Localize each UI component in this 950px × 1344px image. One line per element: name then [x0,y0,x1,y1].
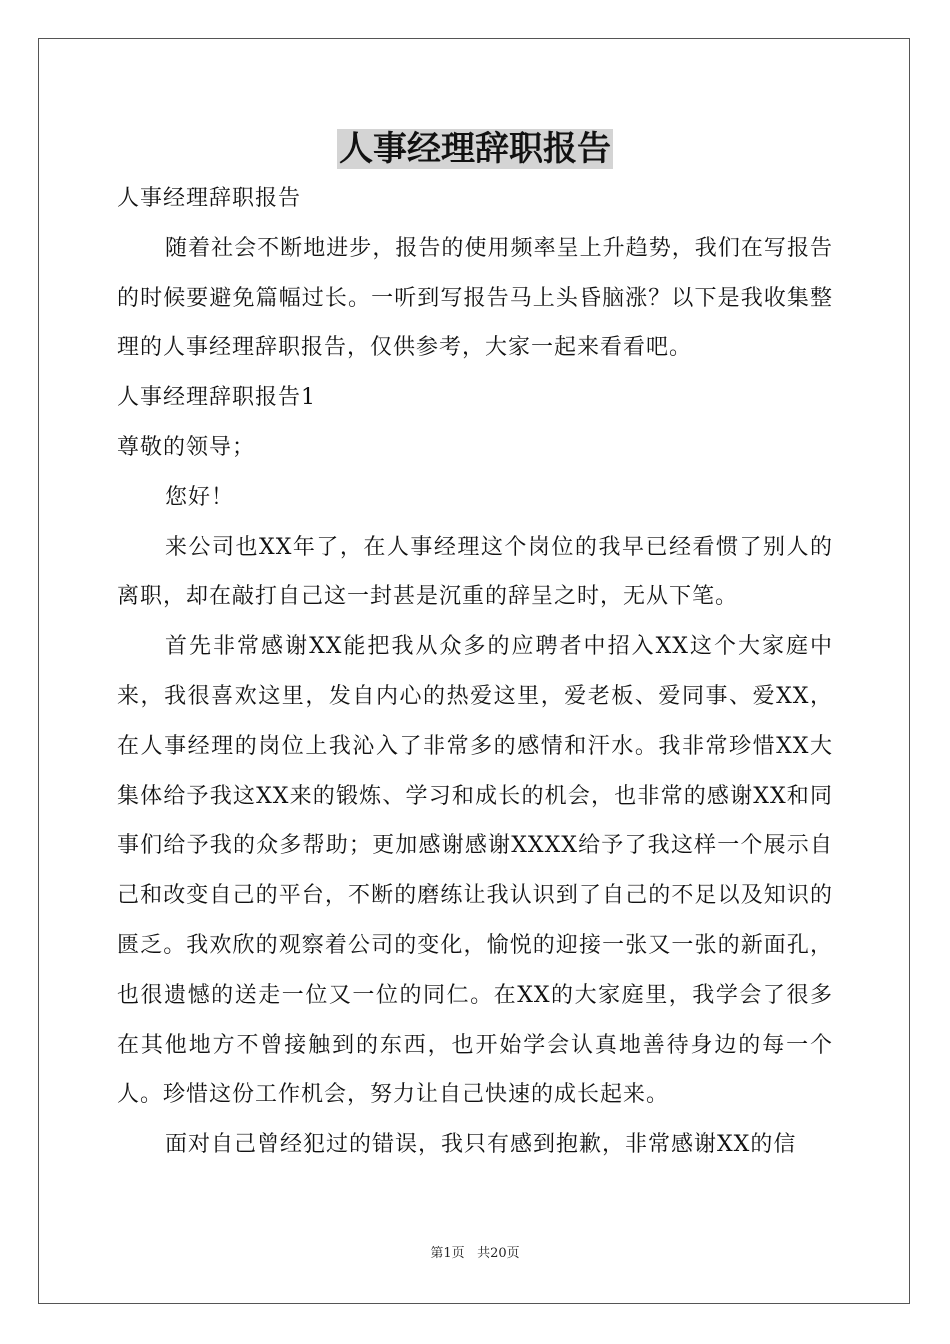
document-title [0,126,950,172]
paragraph-greeting: 您好！ [165,484,235,510]
paragraph-body-1: 来公司也XX年了，在人事经理这个岗位的我早已经看惯了别人的离职，却在敲打自己这一封甚是沉重的辞呈之时，无从下笔。 [117,534,833,610]
page-number: 第1页 [430,1246,465,1261]
paragraph-body-3: 面对自己曾经犯过的错误，我只有感到抱歉，非常感谢XX的信 [165,1132,797,1158]
page-total: 共20页 [477,1246,520,1261]
document-title-text: 人事经理辞职报告 [339,129,611,169]
paragraph-salutation: 尊敬的领导； [117,434,256,460]
paragraph-subtitle: 人事经理辞职报告 [117,186,302,211]
page-footer [0,1244,950,1264]
paragraph-section-heading: 人事经理辞职报告1 [117,385,316,411]
paragraph-intro: 随着社会不断地进步，报告的使用频率呈上升趋势，我们在写报告的时候要避免篇幅过长。一听到写报告马上头昏脑涨？以下是我收集整理的人事经理辞职报告，仅供参考，大家一起来看看吧。 [117,235,833,361]
document-body [117,174,833,1170]
paragraph-body-2: 首先非常感谢XX能把我从众多的应聘者中招入XX这个大家庭中来，我很喜欢这里，发自内心的热爱这里，爱老板、爱同事、爱XX，在人事经理的岗位上我沁入了非常多的感情和汗水。我非常珍惜XX大集体给予我这XX来的锻炼、学习和成长的机会，也非常的感谢XX和同事们给予我的众多帮助；更加感谢感谢XXXX给予了我这样一个展示自己和改变自己的平台，不断的磨练让我认识到了自己的不足以及知识的匮乏。我欢欣的观察着公司的变化，愉悦的迎接一张又一张的新面孔，也很遗憾的送走一位又一位的同仁。在XX的大家庭里，我学会了很多在其他地方不曾接触到的东西，也开始学会认真地善待身边的每一个人。珍惜这份工作机会，努力让自己快速的成长起来。 [117,634,833,1108]
